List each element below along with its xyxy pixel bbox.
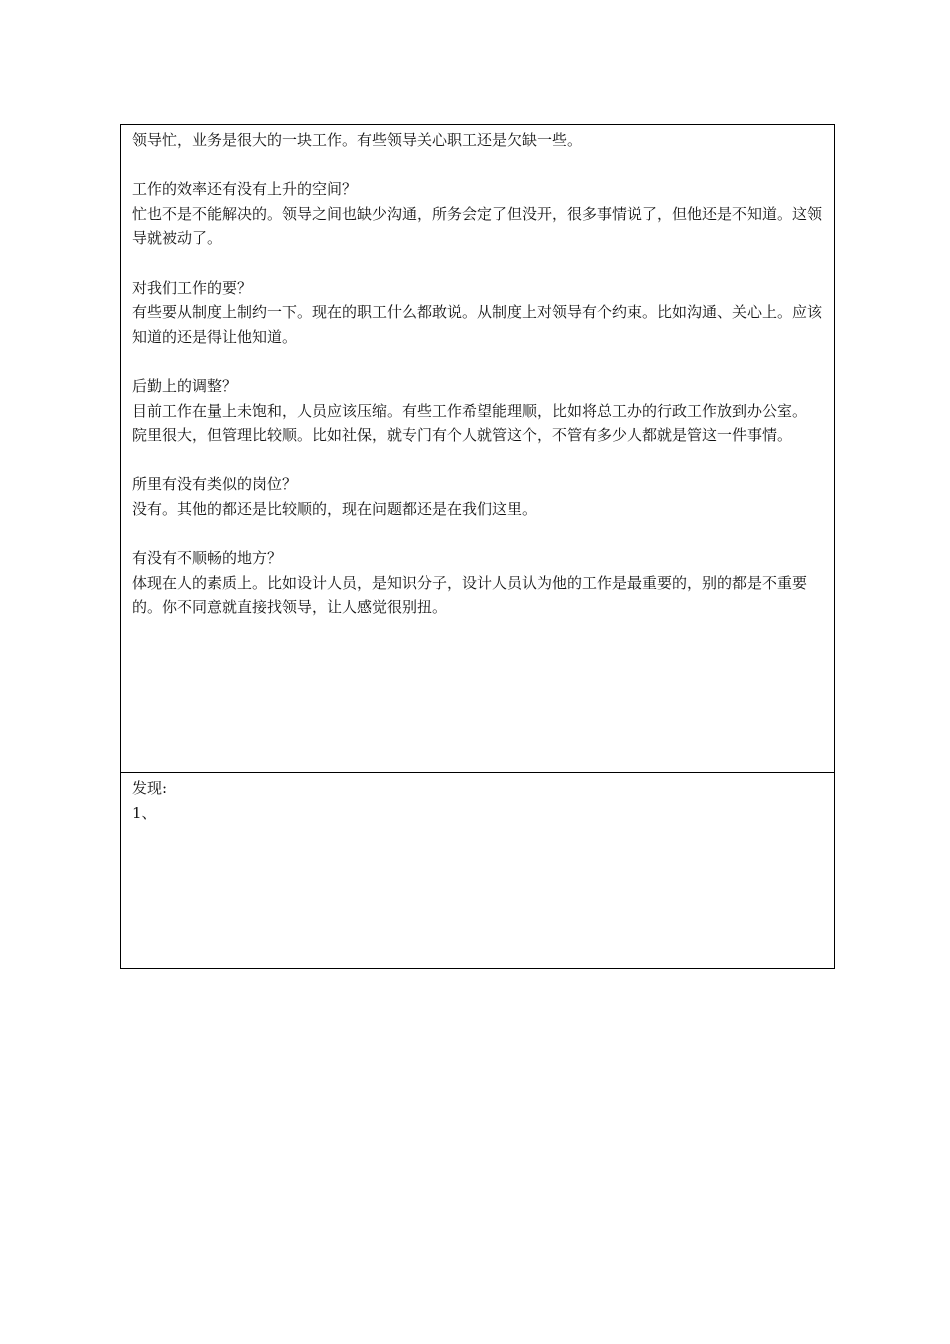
interview-notes-cell [121, 125, 834, 773]
question-3: 后勤上的调整？ [132, 376, 238, 395]
spacer [132, 251, 826, 276]
answer-5: 体现在人的素质上。比如设计人员，是知识分子，设计人员认为他的工作是最重要的，别的都是不重要的。你不同意就直接找领导，让人感觉很别扭。 [132, 573, 808, 617]
question-1: 工作的效率还有没有上升的空间？ [132, 180, 358, 199]
findings-cell [121, 773, 834, 968]
spacer [132, 349, 826, 374]
answer-1: 忙也不是不能解决的。领导之间也缺少沟通，所务会定了但没开，很多事情说了，但他还是不知道。这领导就被动了。 [132, 204, 823, 248]
answer-3b: 院里很大，但管理比较顺。比如社保，就专门有个人就管这个，不管有多少人都就是管这一件事情。 [132, 426, 793, 445]
findings-label: 发现: [132, 779, 168, 797]
spacer [132, 522, 826, 547]
spacer [132, 153, 826, 178]
finding-item-1: 1、 [132, 803, 157, 822]
question-4: 所里有没有类似的岗位？ [132, 475, 298, 494]
answer-3a: 目前工作在量上未饱和，人员应该压缩。有些工作希望能理顺，比如将总工办的行政工作放到办公室。 [132, 401, 808, 420]
question-5: 有没有不顺畅的地方？ [132, 549, 283, 568]
answer-4: 没有。其他的都还是比较顺的，现在问题都还是在我们这里。 [132, 499, 538, 518]
interview-record-table [120, 124, 835, 969]
spacer [132, 448, 826, 473]
question-2: 对我们工作的要？ [132, 278, 253, 297]
intro-paragraph: 领导忙，业务是很大的一块工作。有些领导关心职工还是欠缺一些。 [132, 131, 583, 149]
answer-2: 有些要从制度上制约一下。现在的职工什么都敢说。从制度上对领导有个约束。比如沟通、关心上。应该知道的还是得让他知道。 [132, 303, 823, 346]
